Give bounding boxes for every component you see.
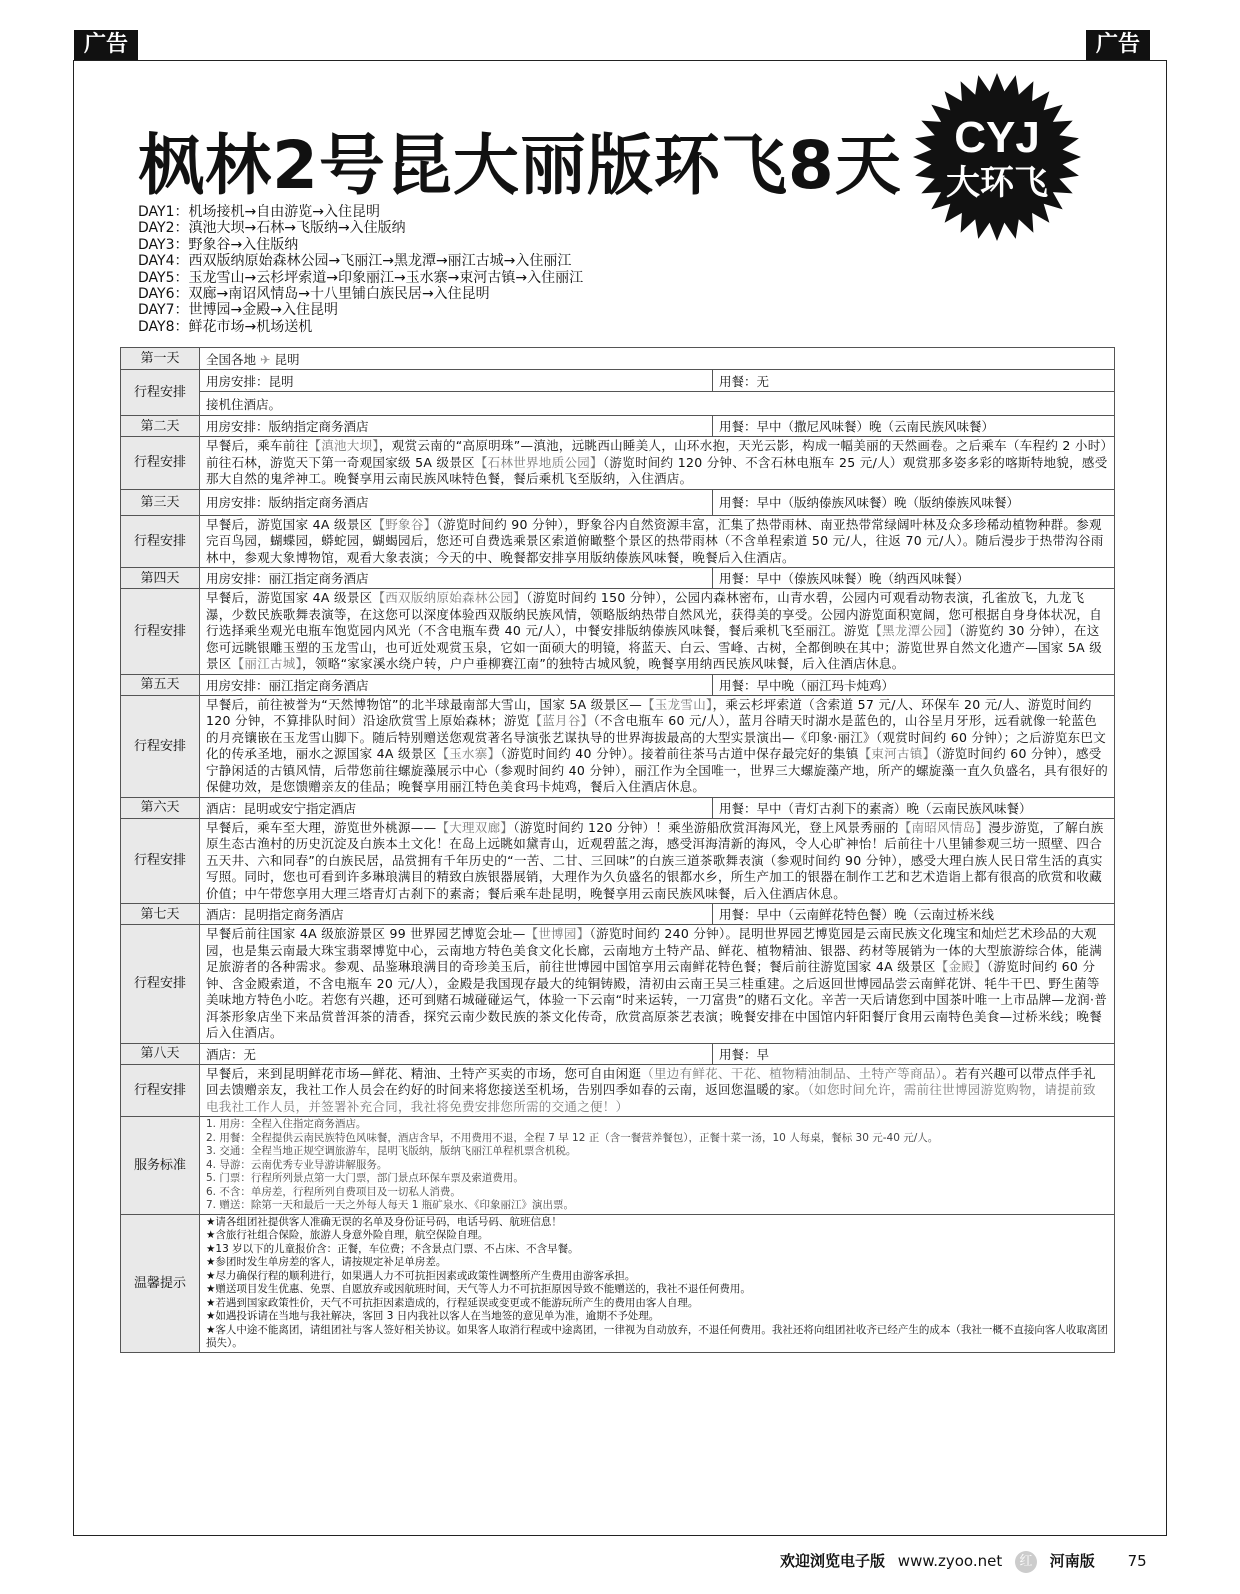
itinerary-day: DAY6：双廊→南诏风情岛→十八里铺白族民居→入住昆明 — [138, 286, 490, 303]
day-label: 第七天 — [121, 904, 200, 925]
schedule-label: 行程安排 — [121, 1064, 200, 1117]
room-arrangement: 用房安排：丽江指定商务酒店 — [200, 568, 713, 589]
tip-item: ★若遇到国家政策性价，天气不可抗拒因素造成的，行程延误或变更或不能游玩所产生的费用由客人自理。 — [206, 1296, 699, 1309]
tip-item: ★13 岁以下的儿童报价含：正餐，车位费；不含景点门票、不占床、不含早餐。 — [206, 1242, 579, 1255]
day-description: 早餐后，来到昆明鲜花市场—鲜花、精油、土特产买卖的市场，您可自由闲逛（里边有鲜花、干花、植物精油制品、土特产等商品）。若有兴趣可以带点伴手礼回去馈赠亲友，我社工作人员会在约好的时间来将您接送至机场，告别四季如春的云南，返回您温暖的家。（如您时间允许，需前往世博园游览购物，请提前致电我社工作人员，并签署补充合同，我社将免费安排您所需的交通之便！） — [200, 1064, 1115, 1117]
service-item: 7. 赠送：除第一天和最后一天之外每人每天 1 瓶矿泉水、《印象丽江》演出票。 — [206, 1199, 574, 1211]
meal-arrangement: 用餐：早 — [713, 1043, 1115, 1064]
day-description: 早餐后，乘车前往【滇池大坝】，观赏云南的“高原明珠”—滇池，远眺西山睡美人，山环水抱，天光云影，构成一幅美丽的天然画卷。之后乘车（车程约 2 小时）前往石林，游览天下第一奇观国家级 5A 级景区【石林世界地质公园】（游览时间约 120 分钟、不含石林电瓶车 25 元/人）观赏那多姿多彩的喀斯特地貌，感受那大自然的鬼斧神工。晚餐享用云南民族风味特色餐，餐后乘机飞至版纳，入住酒店。 — [200, 437, 1115, 490]
meal-arrangement: 用餐：早中（云南鲜花特色餐）晚（云南过桥米线 — [713, 904, 1115, 925]
room-arrangement: 酒店：昆明或安宁指定酒店 — [200, 797, 713, 818]
red-logo-icon: 红 — [1015, 1551, 1037, 1573]
schedule-label: 行程安排 — [121, 515, 200, 568]
service-item: 3. 交通：全程当地正规空调旅游车，昆明飞版纳，版纳飞丽江单程机票含机税。 — [206, 1145, 577, 1157]
schedule-label: 行程安排 — [121, 925, 200, 1044]
cyj-starburst-badge — [912, 72, 1082, 242]
day-description: 早餐后，前往被誉为“天然博物馆”的北半球最南部大雪山，国家 5A 级景区—【玉龙雪山】，乘云杉坪索道（含索道 57 元/人、环保车 20 元/人、游览时间约 120 分钟，不算排队时间）沿途欣赏雪上原始森林；游览【蓝月谷】（不含电瓶车 60 元/人），蓝月谷晴天时湖水是蓝色的，山谷呈月牙形，远看就像一轮蓝色的月亮镶嵌在玉龙雪山脚下。随后特别赠送您观赏著名导演张艺谋执导的世界海拔最高的大型实景演出—《印象·丽江》（观赏时间约 60 分钟）；之后游览东巴文化的传承圣地，丽水之源国家 4A 级景区【玉水寨】（游览时间约 40 分钟）。接着前往茶马古道中保存最完好的集镇【束河古镇】（游览时间约 60 分钟），感受宁静闲适的古镇风情，后带您前往螺旋藻展示中心（参观时间约 40 分钟），丽江作为全国唯一，世界三大螺旋藻产地，所产的螺旋藻一直久负盛名，具有很好的保健功效，是您馈赠亲友的佳品；晚餐享用丽江特色美食玛卡炖鸡，餐后入住酒店休息。 — [200, 695, 1115, 797]
itinerary-day: DAY7：世博园→金殿→入住昆明 — [138, 302, 338, 319]
day-description: 早餐后前往国家 4A 级旅游景区 99 世界园艺博览会址—【世博园】（游览时间约 240 分钟）。昆明世界园艺博览园是云南民族文化瑰宝和灿烂艺术珍品的大观园，也是集云南最大珠宝翡翠博览中心，云南地方特色美食文化长廊，云南地方土特产品、鲜花、植物精油、银器、药材等展销为一体的大型旅游综合体，能满足旅游者的各种需求。参观、品鉴琳琅满目的奇珍美玉后，前往世博园中国馆享用云南鲜花特色餐；餐后前往游览国家 4A 级景区【金殿】（游览时间约 60 分钟、含金殿索道，不含电瓶车 20 元/人），金殿是我国现存最大的纯铜铸殿，清初由云南王吴三桂重建。之后返回世博园品尝云南鲜花饼、牦牛干巴、野生菌等美味地方特色小吃。若您有兴趣，还可到赌石城碰碰运气，体验一下云南“时来运转，一刀富贵”的赌石文化。辛苦一天后请您到中国茶叶唯一上市品牌—龙润·普洱茶形象店坐下来品赏普洱茶的清香，探究云南少数民族的茶文化传奇，欣赏高原茶艺表演；晚餐安排在中国馆内轩阳餐厅食用云南特色美食—过桥米线；晚餐后入住酒店。 — [200, 925, 1115, 1044]
airplane-icon: ✈ — [260, 351, 271, 367]
itinerary-day: DAY1：机场接机→自由游览→入住昆明 — [138, 204, 380, 220]
tip-item: ★客人中途不能离团，请组团社与客人签好相关协议。如果客人取消行程或中途离团，一律视为自动放弃，不退任何费用。我社还将向组团社收齐已经产生的成本（我社一概不直接向客人收取离团损失）。 — [206, 1323, 1108, 1349]
day-label: 第一天 — [121, 348, 200, 370]
schedule-label: 行程安排 — [121, 818, 200, 904]
meal-arrangement: 用餐：早中（版纳傣族风味餐）晚（版纳傣族风味餐） — [713, 489, 1115, 515]
schedule-label: 行程安排 — [121, 695, 200, 797]
tip-item: ★参团时发生单房差的客人，请按规定补足单房差。 — [206, 1256, 447, 1268]
page-title: 枫林2号昆大丽版环飞8天 — [138, 127, 902, 204]
schedule-label: 行程安排 — [121, 370, 200, 416]
day-label: 第三天 — [121, 489, 200, 515]
tip-item: ★含旅行社组合保险，旅游人身意外险自理，航空保险自理。 — [206, 1229, 489, 1241]
tips-list — [200, 1214, 1115, 1352]
tip-item: ★请各组团社提供客人准确无误的名单及身份证号码，电话号码、航班信息！ — [206, 1215, 562, 1228]
room-arrangement: 用房安排：丽江指定商务酒店 — [200, 674, 713, 695]
meal-arrangement: 用餐：早中（撒尼风味餐）晚（云南民族风味餐） — [713, 416, 1115, 437]
itinerary-day: DAY3：野象谷→入住版纳 — [138, 236, 299, 253]
service-label: 服务标准 — [121, 1117, 200, 1215]
itinerary-summary — [138, 204, 583, 335]
room-arrangement: 用房安排：版纳指定商务酒店 — [200, 416, 713, 437]
room-arrangement: 用房安排：昆明 — [200, 370, 713, 392]
itinerary-day: DAY4：西双版纳原始森林公园→飞丽江→黑龙潭→丽江古城→入住丽江 — [138, 253, 572, 270]
service-item: 4. 导游：云南优秀专业导游讲解服务。 — [206, 1158, 388, 1171]
service-item: 5. 门票：行程所列景点第一大门票，部门景点环保车票及索道费用。 — [206, 1172, 524, 1184]
day-description: 早餐后，游览国家 4A 级景区【野象谷】（游览时间约 90 分钟），野象谷内自然资源丰富，汇集了热带雨林、南亚热带常绿阔叶林及众多珍稀动植物种群。参观完百鸟园，蝴蝶园，蟒蛇园，蝴蝎园后，您还可自费选乘景区索道俯瞰整个景区的热带雨林（不含单程索道 50 元/人，往返 70 元/人）。随后漫步于热带沟谷雨林中，参观大象博物馆，观看大象表演；今天的中、晚餐都安排享用版纳傣族风味餐，晚餐后入住酒店。 — [200, 515, 1115, 568]
seal-line1: CYJ — [954, 113, 1040, 162]
room-arrangement: 酒店：昆明指定商务酒店 — [200, 904, 713, 925]
meal-arrangement: 用餐：早中晚（丽江玛卡炖鸡） — [713, 674, 1115, 695]
service-list — [200, 1117, 1115, 1215]
itinerary-day: DAY8：鲜花市场→机场送机 — [138, 318, 313, 335]
service-item: 1. 用房：全程入住指定商务酒店。 — [206, 1118, 367, 1130]
service-item: 2. 用餐：全程提供云南民族特色风味餐，酒店含早，不用费用不退，全程 7 早 12 正（含一餐营养餐包），正餐十菜一汤，10 人每桌，餐标 30 元-40 元/人。 — [206, 1131, 939, 1144]
day-label: 第八天 — [121, 1043, 200, 1064]
itinerary-day: DAY2：滇池大坝→石林→飞版纳→入住版纳 — [138, 220, 406, 237]
day-description: 早餐后，游览国家 4A 级景区【西双版纳原始森林公园】（游览时间约 150 分钟），公园内森林密布，山青水碧，公园内可观看动物表演，孔雀放飞，九龙飞瀑，少数民族歌舞表演等，在这您可以深度体验西双版纳民族风情，领略版纳热带自然风光，获得美的享受。公园内游览面积宽阔，您可根据自身身体状况，自行选择乘坐观光电瓶车饱览园内风光（不含电瓶车费 40 元/人），中餐安排版纳傣族风味餐，餐后乘机飞至丽江。游览【黑龙潭公园】（游览约 30 分钟），在这您可远眺银雕玉塑的玉龙雪山，也可近处观赏玉泉，它如一面硕大的明镜，将蓝天、白云、雪峰、古树，全都倒映在其中；游览世界自然文化遗产—国家 5A 级景区【丽江古城】，领略“家家溪水绕户转，户户垂柳赛江南”的独特古城风貌，晚餐享用纳西民族风味餐，后入住酒店休息。 — [200, 589, 1115, 675]
tip-item: ★尽力确保行程的顺利进行，如果遇人力不可抗拒因素或政策性调整所产生费用由游客承担。 — [206, 1269, 636, 1282]
seal-line2: 大环飞 — [946, 163, 1048, 203]
room-arrangement: 用房安排：版纳指定商务酒店 — [200, 489, 713, 515]
day-label: 第五天 — [121, 674, 200, 695]
meal-arrangement: 用餐：无 — [713, 370, 1115, 392]
page-number: 75 — [1127, 1552, 1147, 1570]
route-from: 全国各地 — [206, 351, 257, 367]
service-item: 6. 不含：单房差，行程所列自费项目及一切私人消费。 — [206, 1185, 461, 1198]
day-description: 早餐后，乘车至大理，游览世外桃源——【大理双廊】（游览时间约 120 分钟）！乘坐游船欣赏洱海风光，登上风景秀丽的【南昭风情岛】漫步游览，了解白族原生态古渔村的历史沉淀及白族本土文化！在岛上远眺如黛青山，近观碧蓝之海，感受洱海清新的海风，令人心旷神怡！后前往十八里铺参观三坊一照壁、四合五天井、六和同春”的白族民居，品赏拥有千年历史的“一苦、二甘、三回味”的白族三道茶歌舞表演（参观时间约 90 分钟），感受大理白族人民日常生活的真实写照。同时，您也可看到许多琳琅满目的精致白族银器展销，大理作为久负盛名的银都水乡，所生产加工的银器在制作工艺和艺术造诣上都有很高的欣赏和收藏价值；中午带您享用大理三塔青灯古刹下的素斋；餐后乘车赴昆明，晚餐享用云南民族风味餐，后入住酒店休息。 — [200, 818, 1115, 904]
tip-item: ★赠送项目发生优惠、免票、自愿放弃或因航班时间，天气等人力不可抗拒原因导致不能赠送的，我社不退任何费用。 — [206, 1283, 751, 1295]
schedule-label: 行程安排 — [121, 437, 200, 490]
day-label: 第四天 — [121, 568, 200, 589]
tip-item: ★如遇投诉请在当地与我社解决，客回 3 日内我社以客人在当地签的意见单为准，逾期不予处理。 — [206, 1310, 660, 1322]
day-label: 第六天 — [121, 797, 200, 818]
meal-arrangement: 用餐：早中（傣族风味餐）晚（纳西风味餐） — [713, 568, 1115, 589]
schedule-label: 行程安排 — [121, 589, 200, 675]
room-arrangement: 酒店：无 — [200, 1043, 713, 1064]
meal-arrangement: 用餐：早中（青灯古刹下的素斋）晚（云南民族风味餐） — [713, 797, 1115, 818]
route-to: 昆明 — [274, 351, 300, 367]
itinerary-table — [120, 347, 1115, 1353]
itinerary-day: DAY5：玉龙雪山→云杉坪索道→印象丽江→玉水寨→束河古镇→入住丽江 — [138, 269, 584, 286]
page-footer — [780, 1550, 1147, 1573]
footer-site[interactable]: www.zyoo.net — [897, 1552, 1003, 1570]
footer-welcome: 欢迎浏览电子版 — [780, 1552, 886, 1570]
day-description: 接机住酒店。 — [200, 392, 1115, 416]
ad-tag-right: 广告 — [1086, 30, 1150, 60]
day1-route — [200, 348, 1115, 370]
footer-edition: 河南版 — [1049, 1552, 1095, 1570]
tips-label: 温馨提示 — [121, 1214, 200, 1352]
ad-tag-left: 广告 — [74, 30, 138, 60]
day-label: 第二天 — [121, 416, 200, 437]
